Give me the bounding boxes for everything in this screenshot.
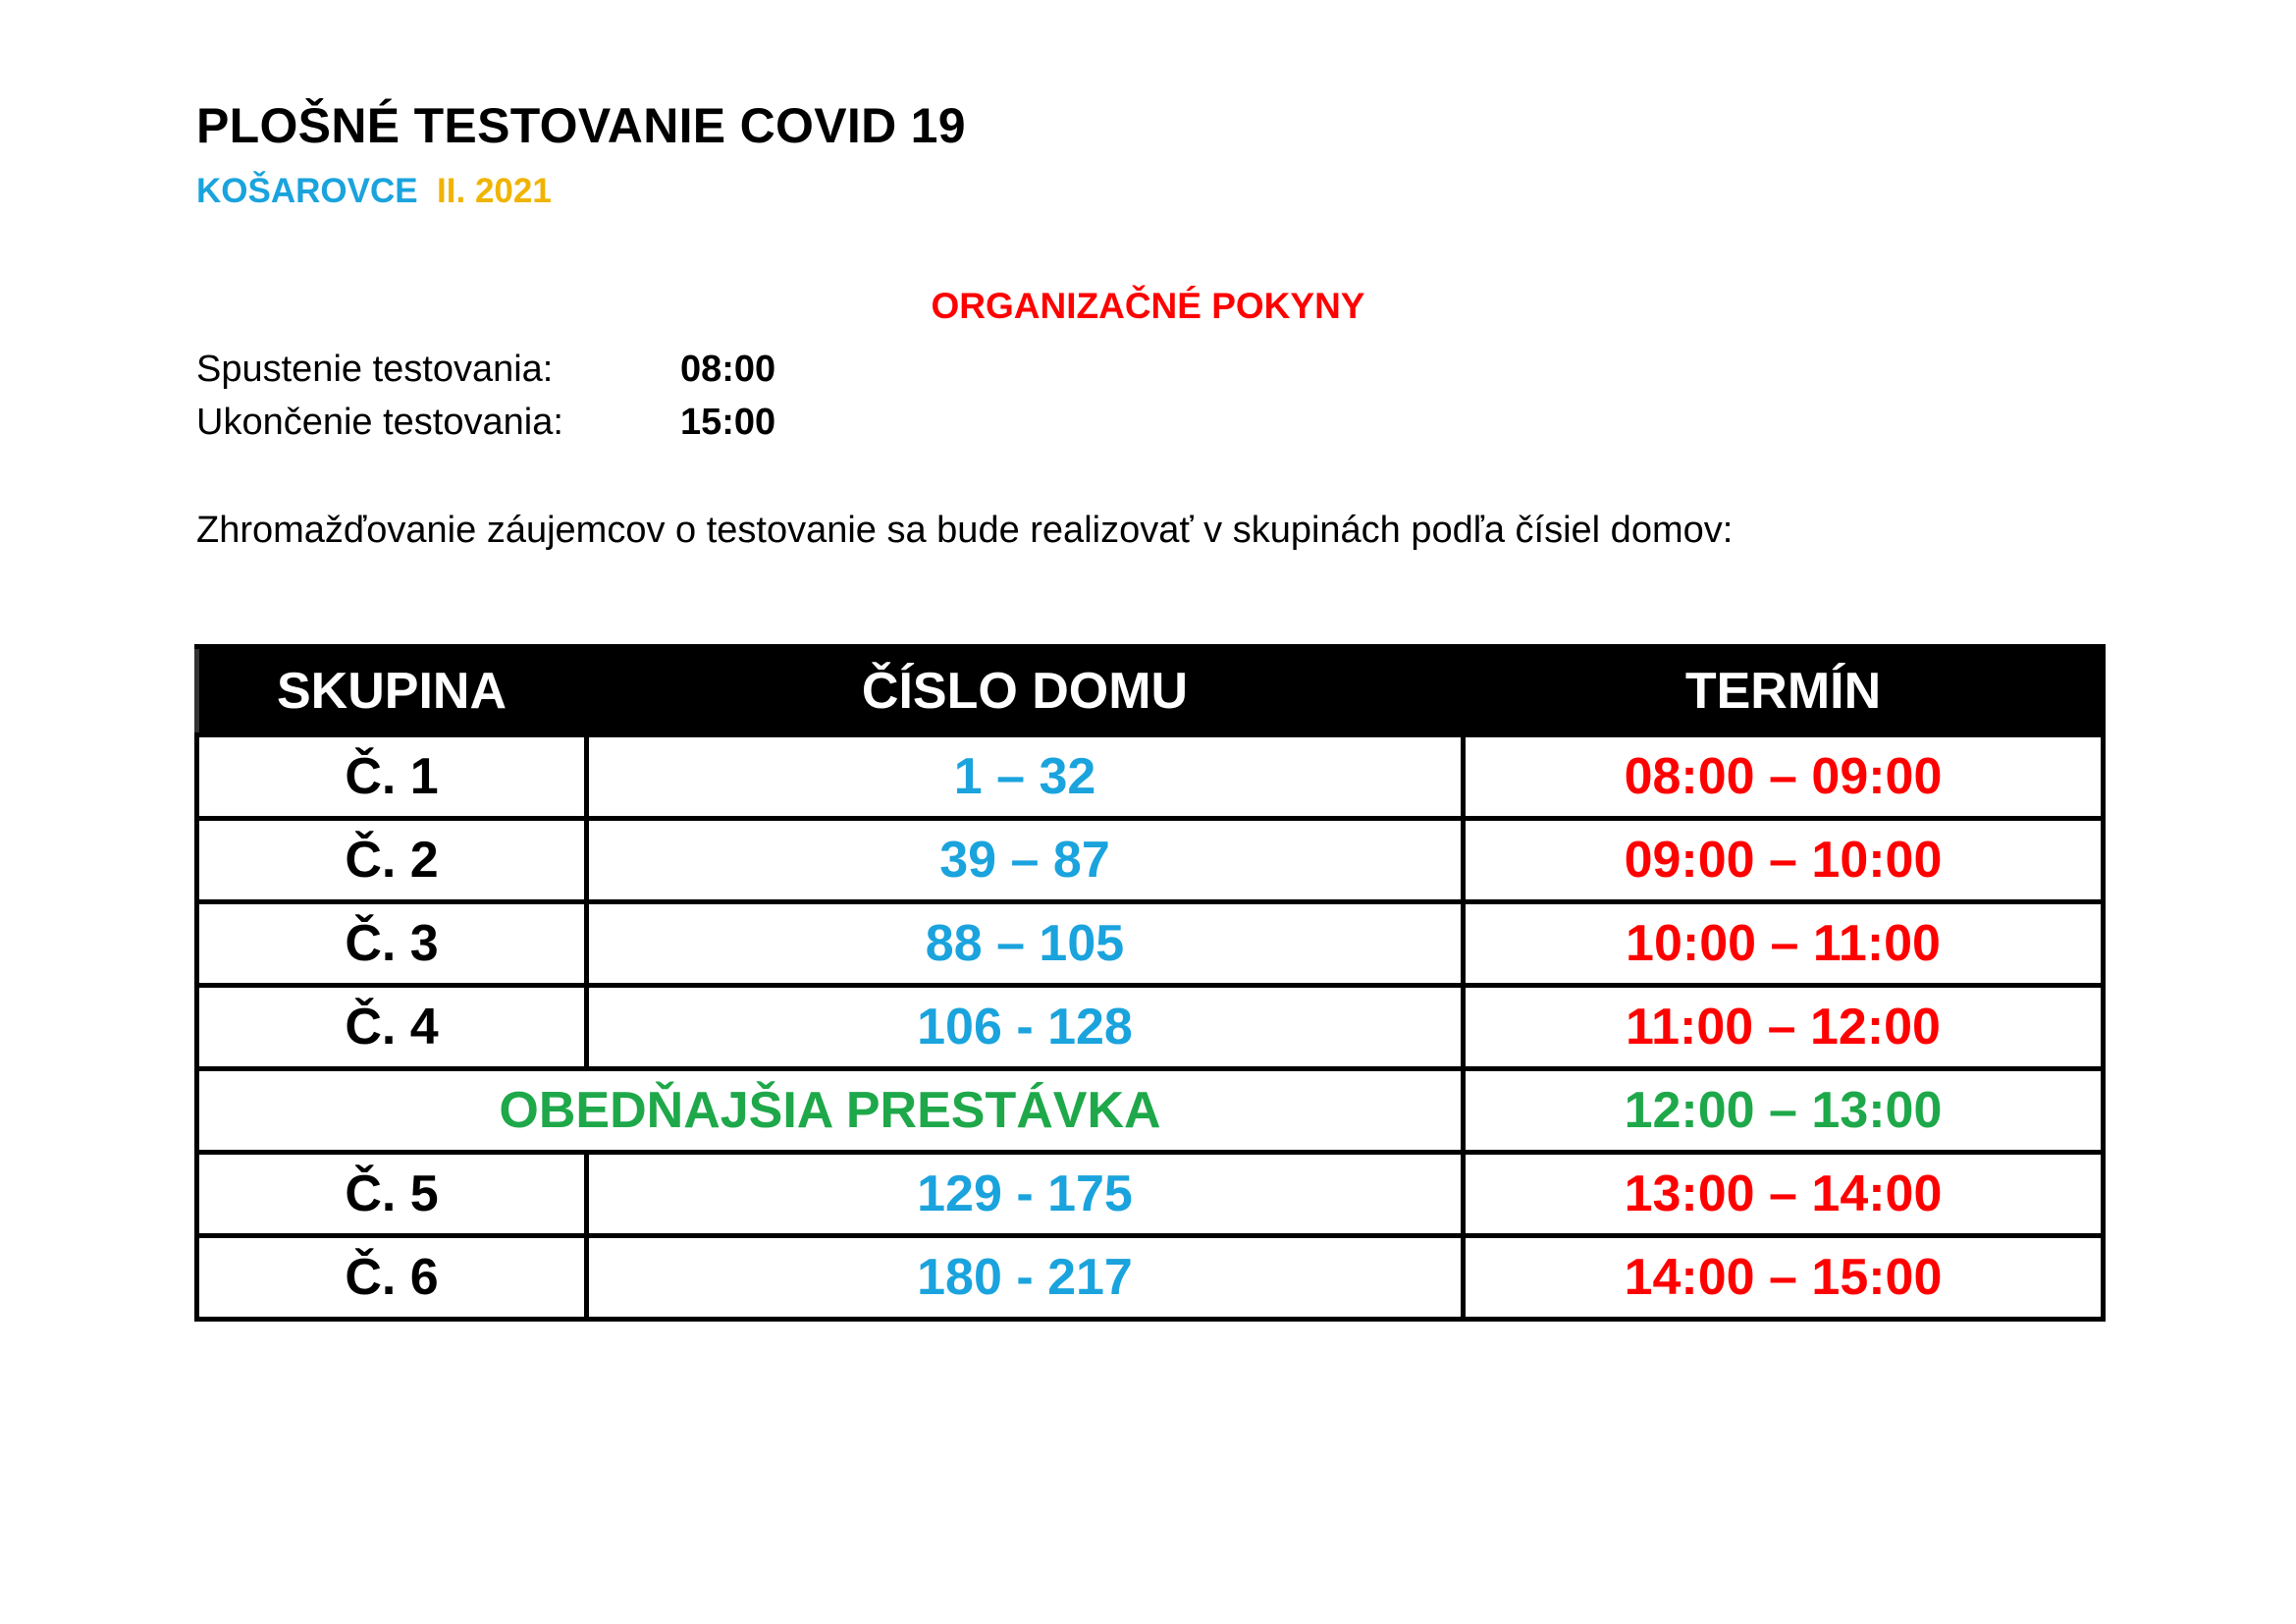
start-time-label: Spustenie testovania:	[196, 349, 554, 390]
group-cell: Č. 5	[197, 1153, 587, 1236]
time-slot-cell: 14:00 – 15:00	[1464, 1236, 2104, 1320]
end-time-value: 15:00	[680, 402, 776, 443]
lunch-break-row	[197, 1069, 2104, 1153]
document-subtitle	[196, 171, 552, 212]
house-range-cell: 106 - 128	[587, 986, 1464, 1069]
group-cell: Č. 6	[197, 1236, 587, 1320]
schedule-table	[194, 644, 2106, 1322]
house-range-cell: 180 - 217	[587, 1236, 1464, 1320]
instructions-paragraph: Zhromažďovanie záujemcov o testovanie sa bude realizovať v skupinách podľa čísiel domov:	[196, 510, 1734, 551]
time-slot-cell: 08:00 – 09:00	[1464, 735, 2104, 819]
house-range-cell: 88 – 105	[587, 902, 1464, 986]
time-slot-cell: 10:00 – 11:00	[1464, 902, 2104, 986]
house-range-cell: 39 – 87	[587, 819, 1464, 902]
header-house-number: ČÍSLO DOMU	[587, 647, 1464, 735]
house-range-cell: 129 - 175	[587, 1153, 1464, 1236]
section-heading: ORGANIZAČNÉ POKYNY	[931, 286, 1365, 326]
subtitle-date: II. 2021	[437, 172, 552, 210]
group-cell: Č. 3	[197, 902, 587, 986]
lunch-break-label: OBEDŇAJŠIA PRESTÁVKA	[197, 1069, 1464, 1153]
table-row	[197, 986, 2104, 1069]
table-row	[197, 902, 2104, 986]
subtitle-place: KOŠAROVCE	[196, 172, 418, 210]
start-time-value: 08:00	[680, 349, 776, 390]
house-range-cell: 1 – 32	[587, 735, 1464, 819]
header-group: SKUPINA	[197, 647, 587, 735]
start-time-row	[196, 348, 775, 393]
time-slot-cell: 11:00 – 12:00	[1464, 986, 2104, 1069]
end-time-label: Ukončenie testovania:	[196, 402, 563, 443]
time-slot-cell: 09:00 – 10:00	[1464, 819, 2104, 902]
document-title: PLOŠNÉ TESTOVANIE COVID 19	[196, 98, 966, 153]
table-row	[197, 819, 2104, 902]
table-row	[197, 1153, 2104, 1236]
group-cell: Č. 2	[197, 819, 587, 902]
table-row	[197, 1236, 2104, 1320]
lunch-break-time: 12:00 – 13:00	[1464, 1069, 2104, 1153]
table-header-row	[197, 647, 2104, 735]
end-time-row	[196, 401, 775, 446]
header-time: TERMÍN	[1464, 647, 2104, 735]
group-cell: Č. 1	[197, 735, 587, 819]
table-row	[197, 735, 2104, 819]
group-cell: Č. 4	[197, 986, 587, 1069]
time-slot-cell: 13:00 – 14:00	[1464, 1153, 2104, 1236]
